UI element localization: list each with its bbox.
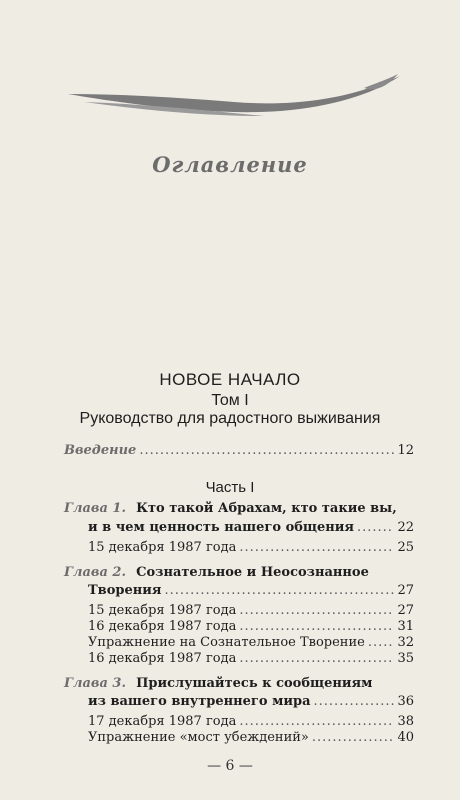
page-number: 31	[397, 619, 414, 634]
chapter-1-title-end[interactable]	[88, 519, 414, 537]
chapter-2-heading[interactable]	[64, 564, 369, 582]
chapter-title-line: Творения	[88, 583, 162, 598]
chapter-title-line: из вашего внутреннего мира	[88, 694, 311, 709]
toc-entry[interactable]	[88, 650, 414, 668]
chapter-1-heading[interactable]	[64, 500, 397, 518]
entry-label: Упражнение «мост убеждений»	[88, 730, 309, 745]
page-number: 27	[397, 603, 414, 618]
toc-entry[interactable]	[88, 729, 414, 747]
toc-title: Оглавление	[152, 152, 308, 177]
entry-label: 15 декабря 1987 года	[88, 603, 237, 618]
page-number: 25	[397, 540, 414, 555]
entry-label: 16 декабря 1987 года	[88, 619, 237, 634]
page-number: 36	[397, 694, 414, 709]
dot-leader	[357, 519, 394, 537]
entry-label: 16 декабря 1987 года	[88, 651, 237, 666]
chapter-title-line: Кто такой Абрахам, кто такие вы,	[136, 501, 397, 516]
page-number: 35	[397, 651, 414, 666]
entry-label: Упражнение на Сознательное Творение	[88, 635, 365, 650]
dot-leader	[312, 729, 395, 747]
swash-ornament	[64, 72, 404, 122]
chapter-3-title-end[interactable]	[88, 693, 414, 711]
chapter-title-line: Прислушайтесь к сообщениям	[136, 676, 373, 691]
chapter-title-line: и в чем ценность нашего общения	[88, 520, 355, 535]
page-number: 38	[397, 714, 414, 729]
page-number: 27	[397, 583, 414, 598]
toc-entry[interactable]	[88, 539, 414, 557]
page-number: 22	[397, 520, 414, 535]
page-number: 32	[397, 635, 414, 650]
dot-leader	[314, 693, 395, 711]
dot-leader	[239, 539, 394, 557]
book-title: НОВОЕ НАЧАЛО	[159, 370, 301, 389]
book-subtitle: Руководство для радостного выживания	[79, 410, 381, 427]
intro-label: Введение	[64, 443, 137, 458]
chapter-2-title-end[interactable]	[88, 582, 414, 600]
part-label: Часть I	[205, 479, 255, 496]
page-number: 40	[397, 730, 414, 745]
chapter-tag: Глава 3.	[64, 676, 126, 691]
dot-leader	[165, 582, 395, 600]
toc-entry-introduction[interactable]	[64, 442, 414, 460]
dot-leader	[239, 650, 394, 668]
dot-leader	[139, 442, 394, 460]
page-footer-number: — 6 —	[207, 758, 253, 774]
entry-label: 17 декабря 1987 года	[88, 714, 237, 729]
page-number: 12	[397, 443, 414, 458]
chapter-tag: Глава 1.	[64, 501, 126, 516]
chapter-3-heading[interactable]	[64, 675, 372, 693]
volume-label: Том I	[211, 392, 249, 409]
entry-label: 15 декабря 1987 года	[88, 540, 237, 555]
chapter-title-line: Сознательное и Неосознанное	[136, 565, 369, 580]
chapter-tag: Глава 2.	[64, 565, 126, 580]
